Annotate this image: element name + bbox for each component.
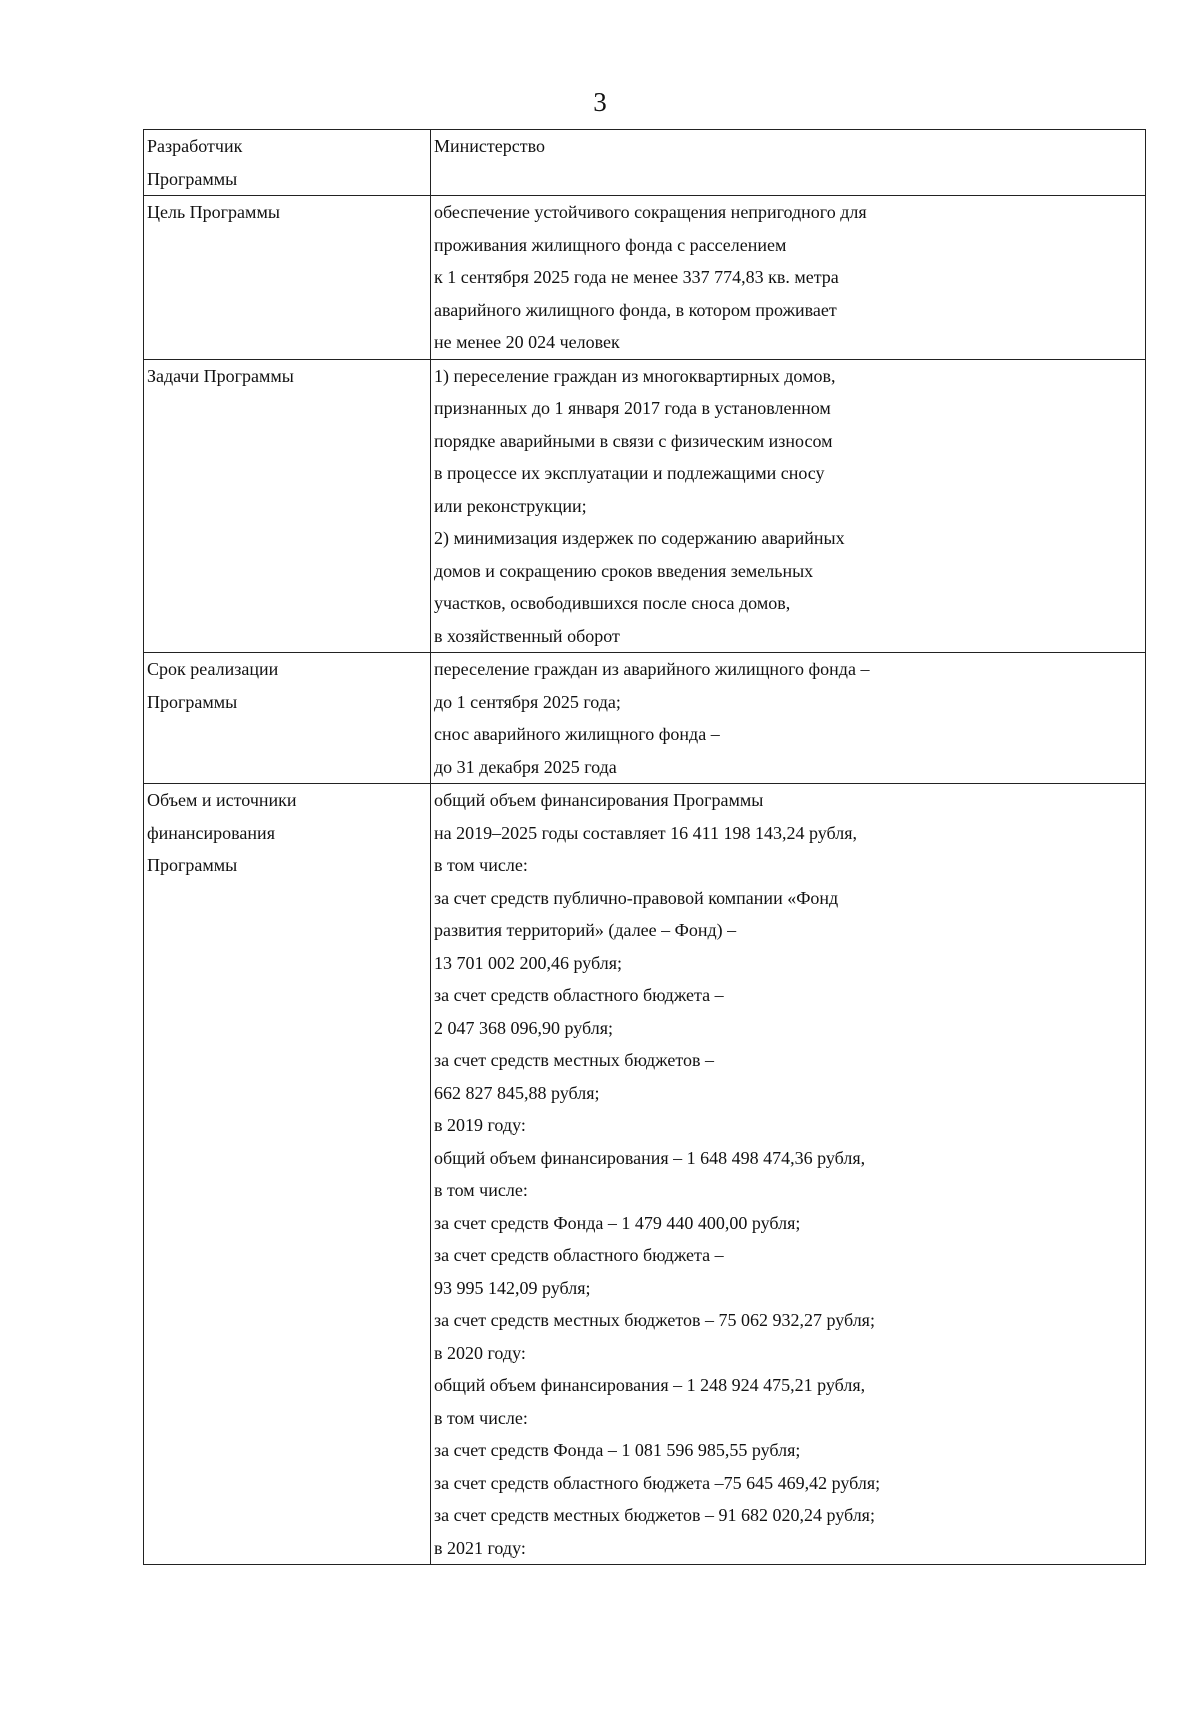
value-line: переселение граждан из аварийного жилищного фонда – [434,659,870,679]
value-line: обеспечение устойчивого сокращения непригодного для [434,202,867,222]
value-line: в 2021 году: [434,1537,526,1558]
row-developer [144,130,1146,196]
value-line: аварийного жилищного фонда, в котором проживает [434,299,837,320]
value-line: 662 827 845,88 рубля; [434,1082,600,1103]
value-line: за счет средств местных бюджетов – 75 062 932,27 рубля; [434,1310,875,1330]
value-line: развития территорий» (далее – Фонд) – [434,920,737,940]
value-line: в том числе: [434,1407,528,1428]
label-cell [144,130,431,196]
value-line: за счет средств местных бюджетов – [434,1050,714,1070]
value-line: общий объем финансирования – 1 648 498 474,36 рубля, [434,1147,866,1168]
label-cell [144,196,431,360]
value-line: за счет средств областного бюджета –75 645 469,42 рубля; [434,1472,881,1493]
label-line: Программы [147,855,238,875]
label-line: Программы [147,168,238,189]
value-line: за счет средств публично-правовой компании «Фонд [434,887,839,908]
label-line: Объем и источники [147,790,297,810]
row-tasks [144,359,1146,653]
label-line: Программы [147,691,238,712]
value-line: Министерство [434,136,545,156]
value-line: общий объем финансирования Программы [434,790,764,810]
value-line: общий объем финансирования – 1 248 924 475,21 рубля, [434,1375,866,1395]
label-line: Цель Программы [147,202,280,222]
value-line: 13 701 002 200,46 рубля; [434,952,622,973]
value-line: проживания жилищного фонда с расселением [434,234,787,255]
value-line: порядке аварийными в связи с физическим износом [434,430,833,451]
value-line: в том числе: [434,1180,528,1200]
value-line: 1) переселение граждан из многоквартирных домов, [434,365,836,386]
value-line: за счет средств местных бюджетов – 91 682 020,24 рубля; [434,1505,875,1525]
value-line: в 2019 году: [434,1115,526,1135]
value-line: домов и сокращению сроков введения земельных [434,560,814,581]
value-line: в 2020 году: [434,1342,526,1363]
value-line: на 2019–2025 годы составляет 16 411 198 143,24 рубля, [434,822,857,843]
value-line: в процессе их эксплуатации и подлежащими сносу [434,463,825,483]
value-cell [431,784,1146,1565]
value-line: к 1 сентября 2025 года не менее 337 774,83 кв. метра [434,267,839,287]
row-term [144,653,1146,784]
label-line: Разработчик [147,136,243,156]
passport-table-body [144,130,1146,1565]
value-line: признанных до 1 января 2017 года в установленном [434,398,831,418]
value-line: за счет средств областного бюджета – [434,1245,724,1265]
value-line: снос аварийного жилищного фонда – [434,724,720,744]
value-line: до 1 сентября 2025 года; [434,691,621,712]
value-cell [431,196,1146,360]
value-line: 93 995 142,09 рубля; [434,1277,591,1298]
value-line: или реконструкции; [434,495,587,516]
value-cell [431,130,1146,196]
value-cell [431,359,1146,653]
program-passport-table [143,129,1146,1565]
label-cell [144,359,431,653]
value-line: участков, освободившихся после сноса домов, [434,593,791,613]
value-line: до 31 декабря 2025 года [434,756,617,777]
value-line: не менее 20 024 человек [434,332,620,352]
label-line: финансирования [147,822,275,843]
value-line: 2) минимизация издержек по содержанию аварийных [434,528,845,548]
label-line: Задачи Программы [147,365,294,386]
value-line: в хозяйственный оборот [434,625,620,646]
label-cell [144,784,431,1565]
row-financing [144,784,1146,1565]
value-line: за счет средств областного бюджета – [434,985,724,1005]
label-line: Срок реализации [147,659,279,679]
value-line: в том числе: [434,855,528,875]
value-line: за счет средств Фонда – 1 479 440 400,00 рубля; [434,1212,801,1233]
row-goal [144,196,1146,360]
label-cell [144,653,431,784]
value-line: за счет средств Фонда – 1 081 596 985,55 рубля; [434,1440,801,1460]
value-line: 2 047 368 096,90 рубля; [434,1017,613,1038]
value-cell [431,653,1146,784]
page-number: 3 [593,87,607,117]
